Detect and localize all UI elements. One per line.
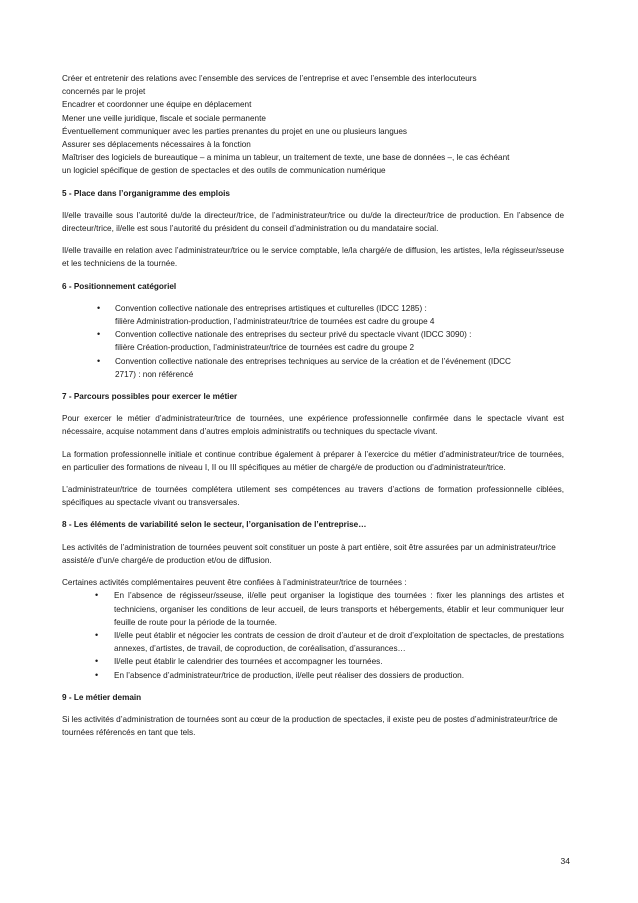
list-item (62, 328, 564, 354)
section-8-paragraph: Certaines activités complémentaires peuvent être confiées à l’administrateur/trice de tournées : (62, 578, 407, 588)
list-item: • Il/elle peut établir et négocier les contrats de cession de droit d’auteur et de droit d’exploitation de spectacles, de prestations annexes, d’artistes, de travail, de coproduction, de coréalisation, d’assurances… (62, 629, 564, 655)
section-7-paragraph: L’administrateur/trice de tournées complétera utilement ses compétences au travers d’actions de formation professionnelle ciblées, spécifiques au spectacle vivant ou transversales. (62, 485, 564, 508)
intro-line: Maîtriser des logiciels de bureautique – a minima un tableur, un traitement de texte, une base de données –, le cas échéant (62, 153, 510, 163)
intro-list (62, 72, 564, 178)
list-item-line: filière Administration-production, l’administrateur/trice de tournées est cadre du groupe 4 (115, 317, 435, 327)
list-item-line: 2717) : non référencé (115, 369, 194, 379)
list-item-line: filière Création-production, l’administrateur/trice de tournées est cadre du groupe 2 (115, 343, 415, 353)
list-item-line: Convention collective nationale des entreprises du secteur privé du spectacle vivant (IDCC 3090) : (115, 330, 472, 340)
section-6-list (62, 302, 564, 381)
section-5-paragraph: Il/elle travaille sous l’autorité du/de la directeur/trice, de l’administrateur/trice ou du/de la directeur/trice de production. En l’absence de directeur/trice, il/elle est sous l’autorité du président du conseil d’administration ou du mandataire social. (62, 210, 564, 234)
section-8-paragraph: Les activités de l’administration de tournées peuvent soit constituer un poste à part entière, soit être assurées par un administrateur/trice assisté/e d’un/e chargé/e de production et/ou de diffusion. (62, 542, 556, 565)
list-item-line: Convention collective nationale des entreprises techniques au service de la création et de l’événement (IDCC (115, 356, 511, 366)
section-5-title: 5 - Place dans l’organigramme des emplois (62, 188, 230, 198)
section-8-title: 8 - Les éléments de variabilité selon le secteur, l’organisation de l’entreprise… (62, 520, 367, 530)
intro-line: Éventuellement communiquer avec les parties prenantes du projet en une ou plusieurs langues (62, 126, 407, 136)
section-7-title: 7 - Parcours possibles pour exercer le métier (62, 392, 238, 402)
section-5-paragraph: Il/elle travaille en relation avec l’administrateur/trice ou le service comptable, le/la chargé/e de diffusion, les artistes, le/la régisseur/sseuse et les techniciens de la tournée. (62, 246, 564, 269)
intro-line: Créer et entretenir des relations avec l’ensemble des services de l’entreprise et avec l’ensemble des interlocuteurs (62, 74, 477, 83)
list-item: • En l’absence d’administrateur/trice de production, il/elle peut réaliser des dossiers de production. (62, 669, 564, 682)
list-item (62, 355, 564, 381)
section-9-paragraph: Si les activités d’administration de tournées sont au cœur de la production de spectacles, il existe peu de postes d’administrateur/trice de tournées référencés en tant que tels. (62, 714, 558, 738)
page-number: 34 (560, 856, 570, 866)
section-6-title: 6 - Positionnement catégoriel (62, 281, 177, 291)
list-item (62, 302, 564, 328)
intro-line: Assurer ses déplacements nécessaires à la fonction (62, 140, 251, 150)
intro-line: concernés par le projet (62, 87, 146, 97)
list-item-line: Convention collective nationale des entreprises artistiques et culturelles (IDCC 1285) : (115, 303, 427, 313)
section-9-title: 9 - Le métier demain (62, 692, 142, 702)
intro-line: un logiciel spécifique de gestion de spectacles et des outils de communication numérique (62, 166, 386, 176)
page-content (62, 72, 564, 739)
list-item: • Il/elle peut établir le calendrier des tournées et accompagner les tournées. (62, 655, 564, 668)
section-7-paragraph: La formation professionnelle initiale et continue contribue également à préparer à l’exercice du métier d’administrateur/trice de tournées, en particulier des formations de niveau I, II ou III spécifiques au métier de chargé/e de production ou d’administrateur/trice. (62, 449, 564, 472)
intro-line: Mener une veille juridique, fiscale et sociale permanente (62, 113, 266, 123)
section-7-paragraph: Pour exercer le métier d’administrateur/trice de tournées, une expérience professionnelle confirmée dans le spectacle vivant est nécessaire, acquise notamment dans d’autres emplois administratifs ou techniques du spectacle vivant. (62, 414, 564, 437)
intro-line: Encadrer et coordonner une équipe en déplacement (62, 100, 252, 110)
list-item: • En l’absence de régisseur/sseuse, il/elle peut organiser la logistique des tournées : fixer les plannings des artistes et techniciens, organiser les conditions de leur accueil, de leurs transports et hébergements, établir et leur communiquer leur feuille de route pour la période de la tournée. (62, 589, 564, 629)
section-8-list (62, 589, 564, 681)
